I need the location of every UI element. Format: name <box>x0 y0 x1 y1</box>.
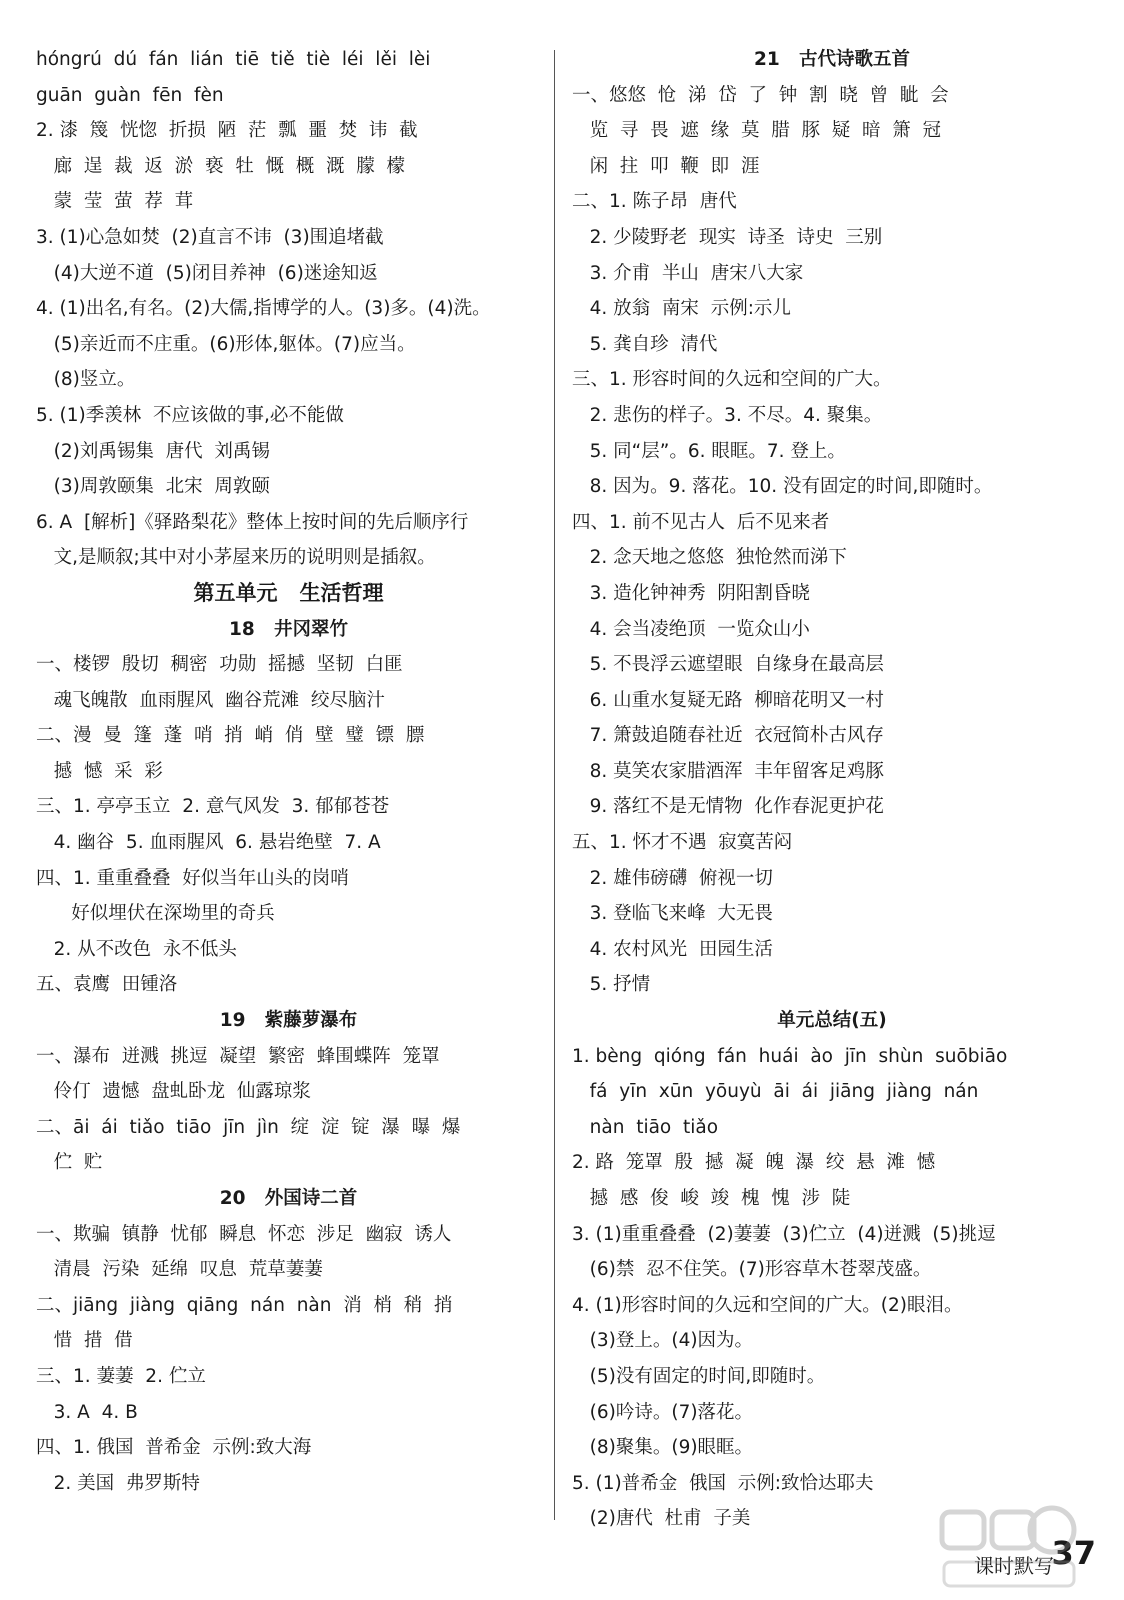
answer-line-right-14: 2. 念天地之悠悠 独怆然而涕下 <box>572 547 847 569</box>
answer-line-left-29: 伶仃 遗憾 盘虬卧龙 仙露琼浆 <box>36 1081 311 1103</box>
answer-line-right-22: 五、1. 怀才不遇 寂寞苦闷 <box>572 832 793 854</box>
answer-line-left-34: 清晨 污染 延绵 叹息 荒草萋萋 <box>36 1259 323 1281</box>
answer-line-right-26: 5. 抒情 <box>572 974 651 996</box>
answer-line-right-31: 2. 路 笼罩 殷 撼 凝 魄 瀑 绞 悬 滩 憾 <box>572 1152 936 1174</box>
answer-line-left-10: 5. (1)季羡林 不应该做的事,必不能做 <box>36 404 344 426</box>
answer-line-left-33: 一、欺骗 镇静 忧郁 瞬息 怀恋 涉足 幽寂 诱人 <box>36 1223 452 1245</box>
answer-line-left-9: (8)竖立。 <box>36 369 136 391</box>
answer-line-right-18: 6. 山重水复疑无路 柳暗花明又一村 <box>572 689 884 711</box>
answer-line-right-5: 2. 少陵野老 现实 诗圣 诗史 三别 <box>572 226 883 248</box>
left-column <box>36 42 541 1501</box>
section-heading-right-0: 21 古代诗歌五首 <box>753 49 911 70</box>
answer-line-right-21: 9. 落红不是无情物 化作春泥更护花 <box>572 796 884 818</box>
answer-line-right-20: 8. 莫笑农家腊酒浑 丰年留客足鸡豚 <box>572 760 884 782</box>
section-heading-left-27: 19 紫藤萝瀑布 <box>219 1010 358 1032</box>
answer-line-left-13: 6. A [解析]《驿路梨花》整体上按时间的先后顺序行 <box>36 511 469 533</box>
answer-line-left-19: 二、漫 曼 篷 蓬 哨 捎 峭 俏 壁 璧 镖 膘 <box>36 725 425 747</box>
answer-line-right-12: 8. 因为。9. 落花。10. 没有固定的时间,即随时。 <box>572 476 993 498</box>
answer-line-right-19: 7. 箫鼓追随春社近 衣冠简朴古风存 <box>572 725 884 747</box>
answer-line-right-11: 5. 同“层”。6. 眼眶。7. 登上。 <box>572 440 846 462</box>
answer-line-left-35: 二、jiāng jiàng qiāng nán nàn 消 梢 稍 捎 <box>36 1294 453 1316</box>
answer-line-right-35: 4. (1)形容时间的久远和空间的广大。(2)眼泪。 <box>572 1294 963 1316</box>
answer-line-right-32: 撼 感 俊 峻 竣 槐 愧 涉 陡 <box>572 1188 851 1209</box>
answer-line-right-16: 4. 会当凌绝顶 一览众山小 <box>572 618 810 640</box>
section-heading-left-32: 20 外国诗二首 <box>219 1188 358 1209</box>
answer-line-right-29: fá yīn xūn yōuyù āi ái jiāng jiàng nán <box>572 1081 979 1103</box>
answer-line-right-37: (5)没有固定的时间,即随时。 <box>572 1365 826 1387</box>
answer-line-left-12: (3)周敦颐集 北宋 周敦颐 <box>36 476 270 498</box>
answer-line-left-23: 四、1. 重重叠叠 好似当年山头的岗哨 <box>36 867 349 889</box>
column-divider <box>554 50 555 1520</box>
answer-line-right-10: 2. 悲伤的样子。3. 不尽。4. 聚集。 <box>572 404 883 426</box>
answer-line-right-33: 3. (1)重重叠叠 (2)萋萋 (3)伫立 (4)迸溅 (5)挑逗 <box>572 1223 996 1245</box>
answer-line-left-14: 文,是顺叙;其中对小茅屋来历的说明则是插叙。 <box>36 547 436 569</box>
answer-line-left-22: 4. 幽谷 5. 血雨腥风 6. 悬岩绝壁 7. A <box>36 832 381 854</box>
answer-line-left-24: 好似埋伏在深坳里的奇兵 <box>36 903 275 925</box>
answer-line-left-21: 三、1. 亭亭玉立 2. 意气风发 3. 郁郁苍苍 <box>36 796 390 818</box>
answer-line-right-41: (2)唐代 杜甫 子美 <box>572 1508 751 1530</box>
answer-line-right-39: (8)聚集。(9)眼眶。 <box>572 1437 754 1459</box>
answer-line-right-34: (6)禁 忍不住笑。(7)形容草木苍翠茂盛。 <box>572 1259 932 1281</box>
answer-line-right-13: 四、1. 前不见古人 后不见来者 <box>572 511 830 533</box>
answer-line-left-11: (2)刘禹锡集 唐代 刘禹锡 <box>36 440 270 462</box>
page-number: 37 <box>1051 1534 1096 1572</box>
answer-line-left-0: hóngrú dú fán lián tiē tiě tiè léi lěi lèi <box>36 49 431 70</box>
answer-line-right-36: (3)登上。(4)因为。 <box>572 1330 754 1352</box>
answer-line-left-39: 四、1. 俄国 普希金 示例:致大海 <box>36 1437 312 1459</box>
answer-line-left-5: 3. (1)心急如焚 (2)直言不讳 (3)围追堵截 <box>36 226 384 248</box>
answer-line-right-17: 5. 不畏浮云遮望眼 自缘身在最高层 <box>572 654 884 676</box>
answer-line-left-37: 三、1. 萋萋 2. 伫立 <box>36 1365 206 1387</box>
answer-line-right-23: 2. 雄伟磅礴 俯视一切 <box>572 867 773 889</box>
footer-label: 课时默写 <box>974 1554 1054 1578</box>
answer-line-left-3: 廊 逞 裁 返 淤 亵 牡 慨 概 溉 朦 檬 <box>36 155 406 177</box>
answer-line-left-17: 一、楼锣 殷切 稠密 功勋 摇撼 坚韧 白匪 <box>36 654 403 676</box>
answer-line-right-28: 1. bèng qióng fán huái ào jīn shùn suōbiāo <box>572 1045 1008 1067</box>
answer-line-left-7: 4. (1)出名,有名。(2)大儒,指博学的人。(3)多。(4)洗。 <box>36 298 491 320</box>
answer-line-right-8: 5. 龚自珍 清代 <box>572 333 718 355</box>
section-heading-left-15: 第五单元 生活哲理 <box>193 580 384 605</box>
answer-line-left-36: 惜 措 借 <box>36 1330 133 1352</box>
answer-line-left-1: guān guàn fēn fèn <box>36 84 224 106</box>
answer-line-left-26: 五、袁鹰 田锺洛 <box>36 974 178 996</box>
answer-line-left-40: 2. 美国 弗罗斯特 <box>36 1472 200 1494</box>
answer-line-left-20: 撼 憾 采 彩 <box>36 760 163 782</box>
answer-line-left-8: (5)亲近而不庄重。(6)形体,躯体。(7)应当。 <box>36 333 416 355</box>
answer-line-left-38: 3. A 4. B <box>36 1401 138 1423</box>
section-heading-left-16: 18 井冈翠竹 <box>228 618 349 640</box>
answer-line-right-40: 5. (1)普希金 俄国 示例:致恰达耶夫 <box>572 1472 874 1494</box>
answer-line-right-3: 闲 拄 叩 鞭 即 涯 <box>572 155 760 177</box>
right-column <box>572 42 1092 1537</box>
answer-line-right-25: 4. 农村风光 田园生活 <box>572 938 773 960</box>
answer-line-right-6: 3. 介甫 半山 唐宋八大家 <box>572 262 804 284</box>
answer-line-left-6: (4)大逆不道 (5)闭目养神 (6)迷途知返 <box>36 262 378 284</box>
answer-line-right-24: 3. 登临飞来峰 大无畏 <box>572 903 773 925</box>
answer-line-left-25: 2. 从不改色 永不低头 <box>36 938 237 960</box>
answer-line-left-18: 魂飞魄散 血雨腥风 幽谷荒滩 绞尽脑汁 <box>36 689 385 711</box>
answer-line-right-15: 3. 造化钟神秀 阴阳割昏晓 <box>572 582 810 604</box>
answer-line-right-38: (6)吟诗。(7)落花。 <box>572 1401 754 1423</box>
answer-line-right-4: 二、1. 陈子昂 唐代 <box>572 191 737 213</box>
answer-line-left-4: 蒙 莹 萤 荐 茸 <box>36 191 194 213</box>
answer-line-right-2: 览 寻 畏 遮 缘 莫 腊 豚 疑 暗 箫 冠 <box>572 120 942 142</box>
watermark-logo-icon <box>934 1492 1084 1596</box>
answer-line-left-31: 伫 贮 <box>36 1152 103 1174</box>
answer-line-left-2: 2. 漆 篾 恍惚 折损 陋 茫 瓢 噩 焚 讳 截 <box>36 120 418 142</box>
answer-line-right-9: 三、1. 形容时间的久远和空间的广大。 <box>572 369 892 391</box>
answer-line-left-30: 二、āi ái tiǎo tiāo jīn jìn 绽 淀 锭 瀑 曝 爆 <box>36 1116 461 1138</box>
section-heading-right-27: 单元总结(五) <box>777 1010 887 1032</box>
answer-line-right-30: nàn tiāo tiǎo <box>572 1116 719 1138</box>
answer-line-left-28: 一、瀑布 迸溅 挑逗 凝望 繁密 蜂围蝶阵 笼罩 <box>36 1045 440 1067</box>
answer-line-right-7: 4. 放翁 南宋 示例:示儿 <box>572 298 791 320</box>
answer-line-right-1: 一、悠悠 怆 涕 岱 了 钟 割 晓 曾 眦 会 <box>572 84 949 106</box>
